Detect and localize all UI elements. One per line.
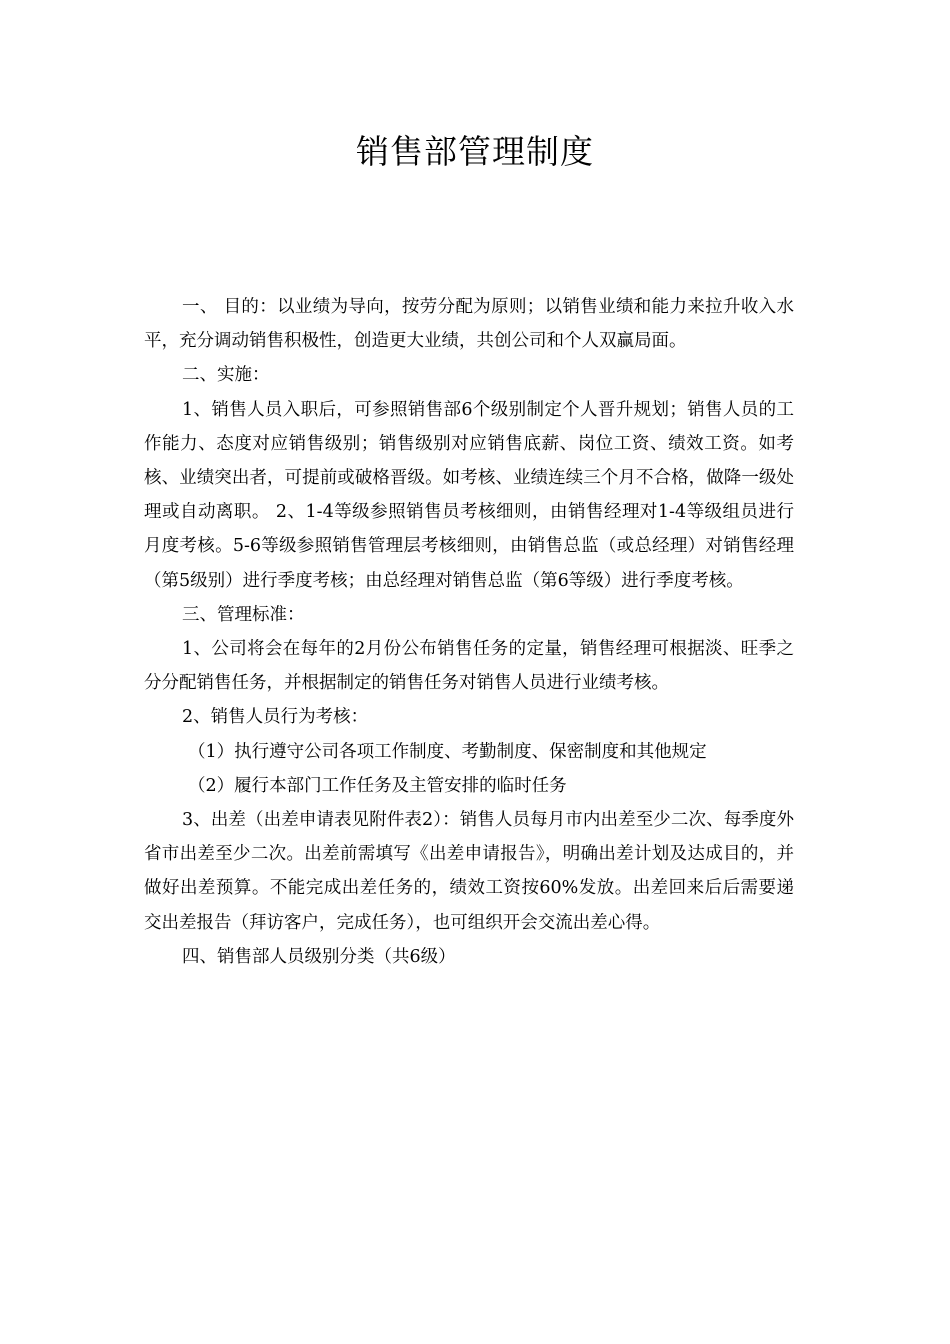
heading-staff-levels: 四、销售部人员级别分类（共6级）: [182, 946, 456, 967]
document-title: 销售部管理制度: [356, 132, 594, 171]
heading-implementation: 二、实施：: [182, 365, 270, 386]
list-item-rule-2: （2）履行本部门工作任务及主管安排的临时任务: [188, 775, 567, 796]
list-item-rule-1: （1）执行遵守公司各项工作制度、考勤制度、保密制度和其他规定: [188, 741, 707, 762]
heading-behavior-assessment: 2、销售人员行为考核：: [182, 707, 369, 728]
paragraph-business-trips: 3、出差（出差申请表见附件表2）：销售人员每月市内出差至少二次、每季度外省市出差至少二次。出差前需填写《出差申请报告》，明确出差计划及达成目的，并做好出差预算。不能完成出差任务的，绩效工资按60%发放。出差回来后后需要递交出差报告（拜访客户，完成任务），也可组织开会交流出差心得。: [144, 810, 794, 933]
paragraph-purpose: 一、 目的：以业绩为导向，按劳分配为原则；以销售业绩和能力来拉升收入水平，充分调动销售积极性，创造更大业绩，共创公司和个人双赢局面。: [144, 297, 794, 352]
paragraph-sales-targets: 1、公司将会在每年的2月份公布销售任务的定量，销售经理可根据淡、旺季之分分配销售任务，并根据制定的销售任务对销售人员进行业绩考核。: [144, 639, 794, 694]
paragraph-implementation: 1、销售人员入职后，可参照销售部6个级别制定个人晋升规划；销售人员的工作能力、态度对应销售级别；销售级别对应销售底薪、岗位工资、绩效工资。如考核、业绩突出者，可提前或破格晋级。如考核、业绩连续三个月不合格，做降一级处理或自动离职。 2、1-4等级参照销售员考核细则，由销售经理对1-4等级组员进行月度考核。5-6等级参照销售管理层考核细则，由销售总监（或总经理）对销售经理（第5级别）进行季度考核；由总经理对销售总监（第6等级）进行季度考核。: [144, 399, 794, 591]
heading-management-standards: 三、管理标准：: [182, 604, 305, 625]
document-body: [144, 290, 794, 974]
